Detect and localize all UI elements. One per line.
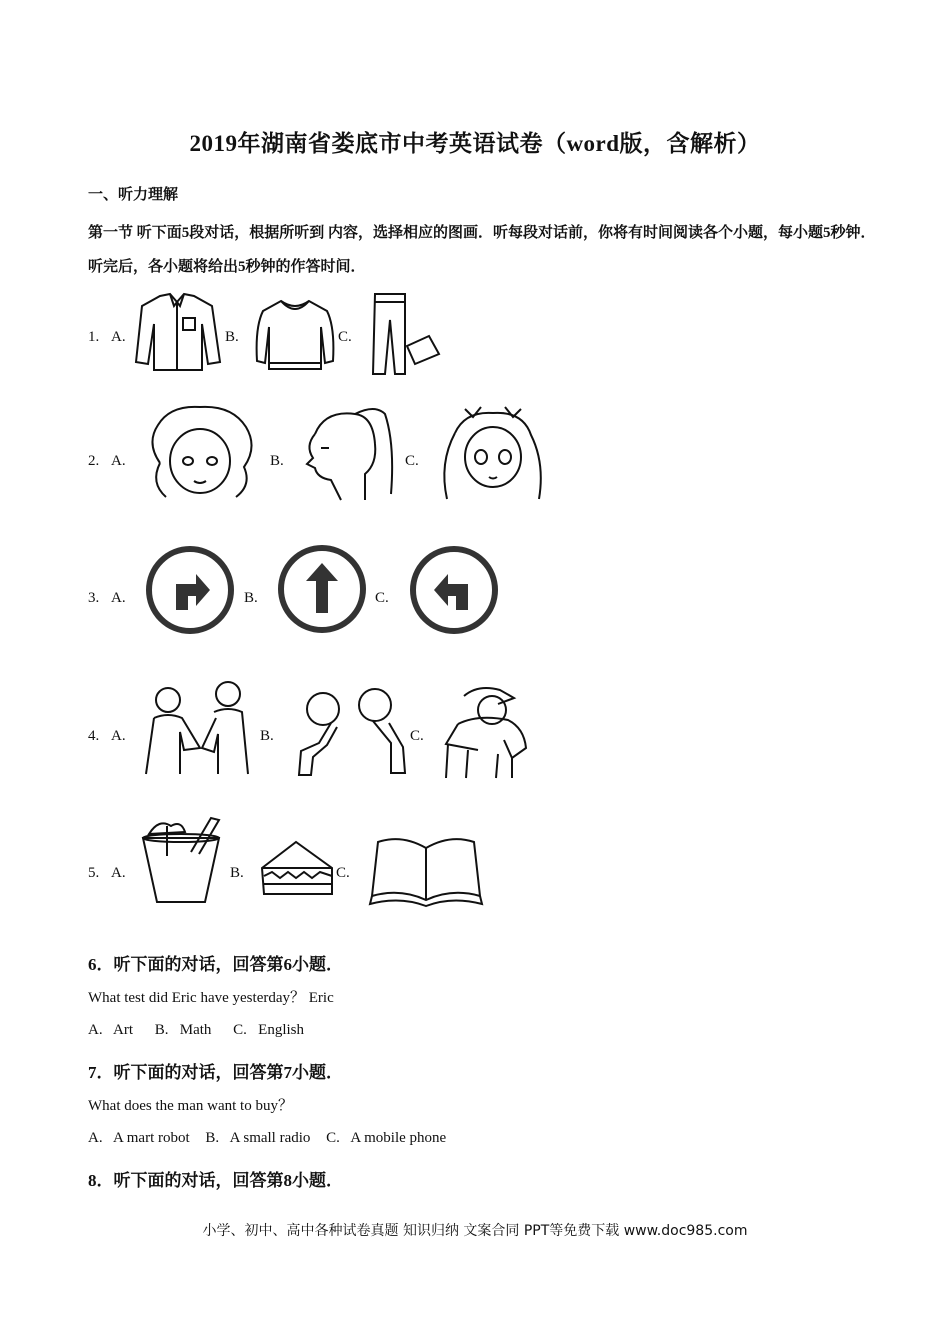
page-title: 2019年湖南省娄底市中考英语试卷（word版，含解析）: [189, 131, 761, 156]
option-label: A.: [111, 329, 126, 345]
wave-picture: [293, 687, 413, 779]
option-label: B.: [230, 865, 244, 881]
option-label: B.: [244, 590, 258, 606]
option-c[interactable]: C. A mobile phone: [326, 1130, 447, 1146]
long-hair-girl-picture: [435, 403, 550, 503]
option-label: B.: [225, 329, 239, 345]
option-label: C.: [338, 329, 352, 345]
turn-left-sign: [408, 544, 500, 636]
option-label: C.: [410, 728, 424, 744]
option-a[interactable]: A. Art: [88, 1022, 133, 1038]
hug-picture: [438, 684, 530, 780]
turn-right-sign: [144, 544, 236, 636]
option-label: C.: [375, 590, 389, 606]
option-label: A.: [111, 865, 126, 881]
option-b[interactable]: B. A small radio: [205, 1130, 311, 1146]
go-straight-sign: [276, 543, 368, 635]
sandwich-picture: [256, 838, 336, 904]
curly-hair-girl-picture: [140, 403, 260, 503]
option-a[interactable]: A. A mart robot: [88, 1130, 190, 1146]
section-heading: 一、听力理解: [88, 187, 179, 203]
book-picture: [368, 834, 484, 908]
option-label: C.: [405, 453, 419, 469]
sweater-picture: [253, 297, 337, 373]
question-7-text: What does the man want to buy？: [88, 1098, 293, 1114]
question-6-options: [88, 1022, 304, 1039]
option-label: B.: [270, 453, 284, 469]
drink-picture: [135, 812, 227, 904]
handshake-picture: [140, 678, 255, 776]
question-7-options: [88, 1130, 446, 1147]
option-c[interactable]: C. English: [233, 1022, 305, 1038]
pants-picture: [365, 290, 441, 376]
question-number: 1.: [88, 329, 100, 345]
question-number: 3.: [88, 590, 100, 606]
option-b[interactable]: B. Math: [154, 1022, 212, 1038]
option-label: A.: [111, 590, 126, 606]
section-instructions: 第一节 听下面5段对话，根据所听到 内容，选择相应的图画．听每段对话前，你将有时间阅读各个小题，每小题5秒钟．听完后，各小题将给出5秒钟的作答时间．: [88, 225, 876, 275]
page-footer: 小学、初中、高中各种试卷真题 知识归纳 文案合同 PPT等免费下载 www.doc985.com: [202, 1223, 748, 1239]
question-number: 2.: [88, 453, 100, 469]
option-label: A.: [111, 453, 126, 469]
question-number: 5.: [88, 865, 100, 881]
question-8-heading: 8．听下面的对话，回答第8小题．: [88, 1171, 343, 1190]
question-number: 4.: [88, 728, 100, 744]
question-6-text: What test did Eric have yesterday？ Eric: [88, 990, 334, 1006]
question-7-heading: 7．听下面的对话，回答第7小题．: [88, 1063, 343, 1082]
option-label: A.: [111, 728, 126, 744]
option-label: C.: [336, 865, 350, 881]
ponytail-girl-picture: [295, 404, 400, 502]
option-label: B.: [260, 728, 274, 744]
shirt-picture: [130, 292, 225, 374]
question-6-heading: 6．听下面的对话，回答第6小题．: [88, 955, 343, 974]
